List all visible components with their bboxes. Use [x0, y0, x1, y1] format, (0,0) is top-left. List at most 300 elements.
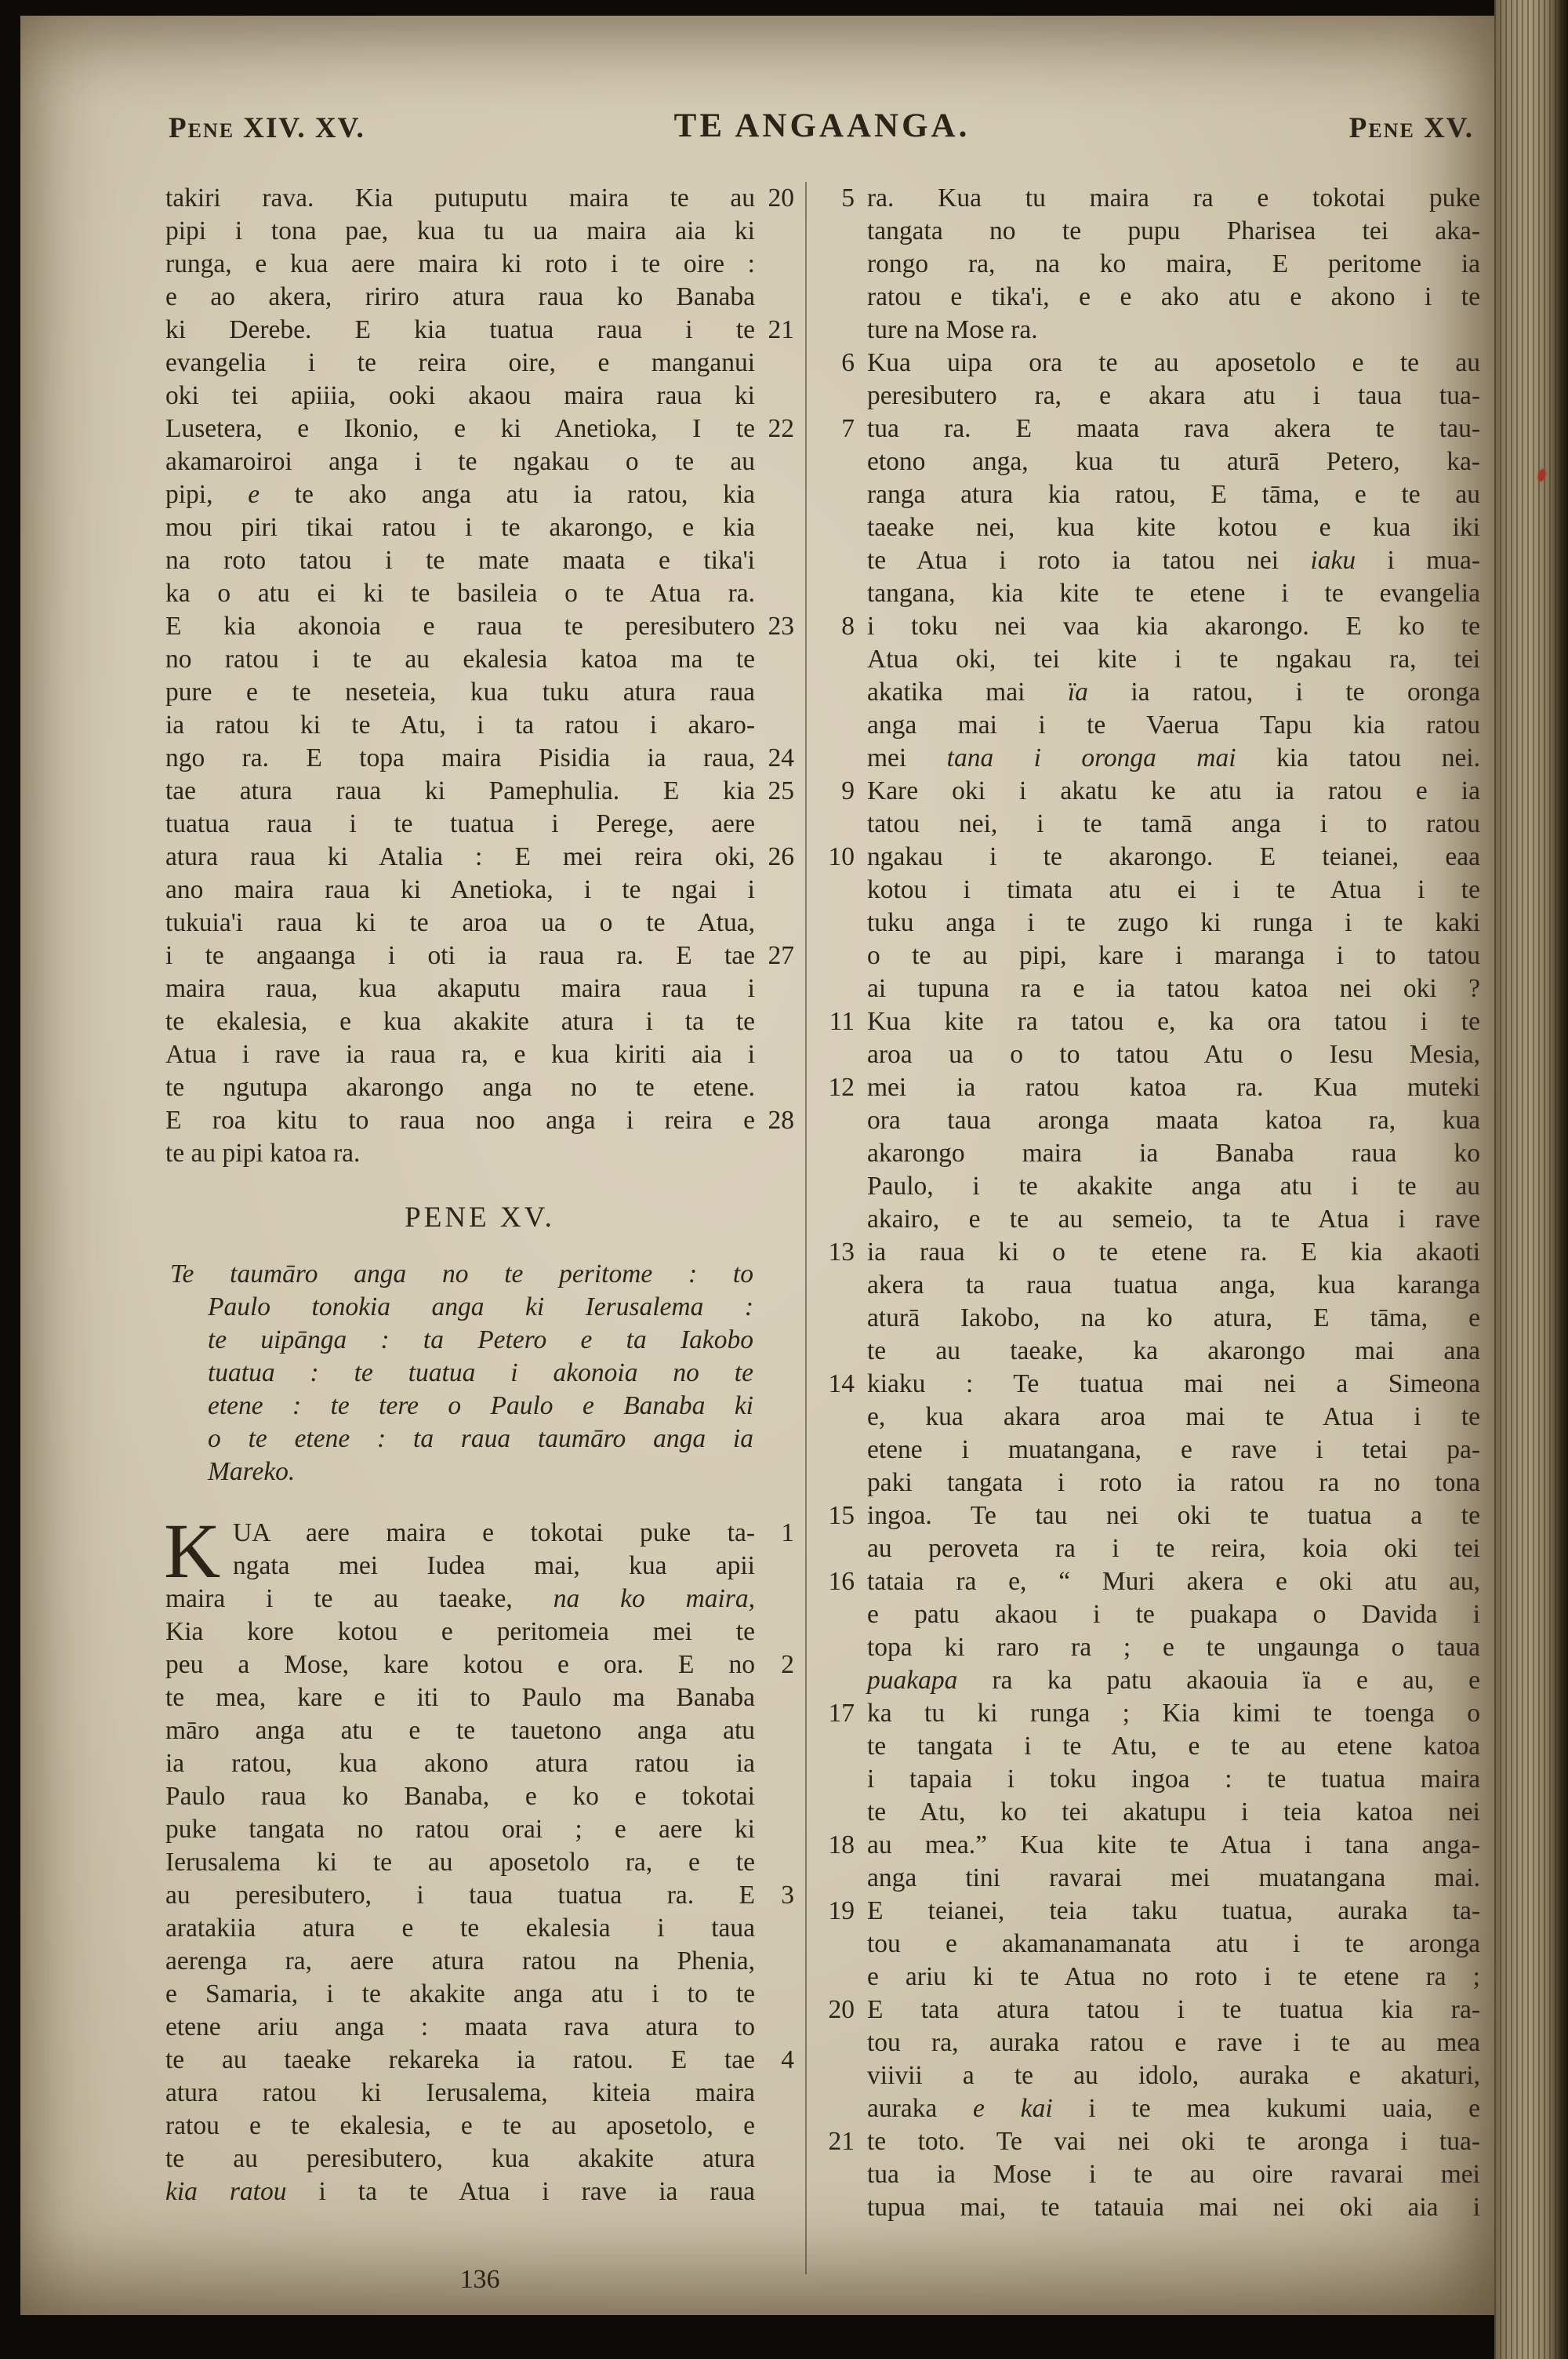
- text-line: [822, 1598, 1480, 1631]
- line-text: UA aere maira e tokotai puke ta-: [233, 1518, 755, 1547]
- summary-line: te uipānga : ta Petero e ta Iakobo: [208, 1325, 753, 1354]
- line-text: au mea.” Kua kite te Atua i tana anga-: [867, 1830, 1480, 1859]
- verse-number: 4: [781, 2045, 794, 2074]
- verse-number: [755, 445, 794, 478]
- text-line: [822, 182, 1480, 215]
- verse-number: [755, 907, 794, 940]
- line-text: puke tangata no ratou orai ; e aere ki: [165, 1815, 755, 1844]
- text-line: [822, 874, 1480, 907]
- line-text: ngo ra. E topa maira Pisidia ia raua,: [165, 743, 755, 772]
- text-line: [165, 1945, 794, 1978]
- verse-number: [755, 1780, 794, 1813]
- text-line: [822, 314, 1480, 347]
- line-text: ngakau i te akarongo. E teianei, eaa: [867, 842, 1480, 871]
- line-text: ano maira raua ki Anetioka, i te ngai i: [165, 875, 755, 904]
- line-text: tangana, kia kite te etene i te evangelia: [867, 579, 1480, 608]
- line-text: te mea, kare e iti to Paulo ma Banaba: [165, 1683, 755, 1712]
- verse-number: [822, 1631, 867, 1664]
- line-text: akatika mai ïa ia ratou, i te oronga: [867, 678, 1480, 707]
- line-text: maira raua, kua akaputu maira raua i: [165, 974, 755, 1003]
- line-text: Paulo, i te akakite anga atu i te au: [867, 1172, 1480, 1201]
- verse-number: 14: [828, 1369, 855, 1398]
- text-line: [822, 742, 1480, 775]
- text-line: [165, 1104, 794, 1137]
- text-line: [165, 2044, 794, 2077]
- text-line: [165, 2143, 794, 2175]
- verse-number: [822, 1961, 867, 1994]
- line-text: auraka e kai i te mea kukumi uaia, e: [867, 2094, 1480, 2123]
- verse-number: [822, 972, 867, 1005]
- verse-number: [755, 2110, 794, 2143]
- text-line: [822, 347, 1480, 380]
- verse-number: 3: [781, 1881, 794, 1910]
- book-page: [20, 16, 1497, 2315]
- text-column-right: [822, 182, 1480, 2224]
- line-text: te ngutupa akarongo anga no te etene.: [165, 1073, 755, 1102]
- line-text: e ao akera, ririro atura raua ko Banaba: [165, 282, 755, 311]
- text-line: [165, 940, 794, 972]
- line-text: tua ia Mose i te au oire ravarai mei: [867, 2160, 1480, 2189]
- line-text: tou ra, auraka ratou e rave i te au mea: [867, 2028, 1480, 2057]
- line-text: tua ra. E maata rava akera te tau-: [867, 414, 1480, 443]
- line-text: ia raua ki o te etene ra. E kia akaoti: [867, 1238, 1480, 1267]
- text-line: [165, 808, 794, 841]
- verse-number: [755, 972, 794, 1005]
- text-line: [165, 314, 794, 347]
- text-line: [165, 1846, 794, 1879]
- verse-number: [755, 2175, 794, 2208]
- verse-number: [822, 1137, 867, 1170]
- text-line: [165, 1616, 794, 1648]
- verse-number: [822, 511, 867, 544]
- text-line: [822, 1532, 1480, 1565]
- line-text: E roa kitu to raua noo anga i reira e: [165, 1106, 755, 1135]
- text-line: [165, 742, 794, 775]
- line-text: etene i muatangana, e rave i tetai pa-: [867, 1435, 1480, 1464]
- text-line: [822, 1499, 1480, 1532]
- text-line: [165, 972, 794, 1005]
- line-text: ka tu ki runga ; Kia kimi te toenga o: [867, 1699, 1480, 1728]
- text-line: [822, 1401, 1480, 1434]
- chapter-summary: [170, 1258, 794, 1488]
- line-text: te Atu, ko tei akatupu i teia katoa nei: [867, 1797, 1480, 1826]
- verse-number: [755, 380, 794, 413]
- text-line: [165, 1747, 794, 1780]
- line-text: ingoa. Te tau nei oki te tuatua a te: [867, 1501, 1480, 1530]
- verse-number: 9: [841, 776, 855, 805]
- text-line: [822, 1664, 1480, 1697]
- verse-number: [755, 874, 794, 907]
- line-text: e ariu ki te Atua no roto i te etene ra ;: [867, 1962, 1480, 1991]
- line-text: Kua kite ra tatou e, ka ora tatou i te: [867, 1007, 1480, 1036]
- text-line: [822, 1434, 1480, 1467]
- text-line: [165, 1583, 794, 1616]
- verse-number: [755, 1550, 794, 1583]
- verse-number: [755, 511, 794, 544]
- verse-number: [755, 2143, 794, 2175]
- verse-number: [755, 544, 794, 577]
- line-text: ngata mei Iudea mai, kua apii: [233, 1551, 755, 1580]
- verse-number: [822, 1763, 867, 1796]
- text-line: [822, 1565, 1480, 1598]
- text-line: [822, 1631, 1480, 1664]
- text-line: [165, 1648, 794, 1681]
- text-line: [822, 907, 1480, 940]
- text-line: [822, 1104, 1480, 1137]
- line-text: i toku nei vaa kia akarongo. E ko te: [867, 612, 1480, 641]
- text-line: [165, 1714, 794, 1747]
- line-text: ai tupuna ra e ia tatou katoa nei oki ?: [867, 974, 1480, 1003]
- text-line: [822, 1697, 1480, 1730]
- text-line: [822, 2158, 1480, 2191]
- line-text: e patu akaou i te puakapa o Davida i: [867, 1600, 1480, 1629]
- verse-number: [822, 1203, 867, 1236]
- text-line: [822, 610, 1480, 643]
- line-text: ki Derebe. E kia tuatua raua i te: [165, 315, 755, 344]
- text-line: [822, 808, 1480, 841]
- verse-number: [822, 577, 867, 610]
- verse-number: 24: [768, 743, 794, 772]
- text-line: [822, 1071, 1480, 1104]
- verse-number: [755, 676, 794, 709]
- verse-number: [755, 1681, 794, 1714]
- verse-number: [755, 215, 794, 248]
- text-line: [822, 413, 1480, 445]
- text-line: [165, 413, 794, 445]
- line-text: aerenga ra, aere atura ratou na Phenia,: [165, 1946, 755, 1976]
- text-line: [822, 1763, 1480, 1796]
- text-line: [165, 2175, 794, 2208]
- line-text: pipi, e te ako anga atu ia ratou, kia: [165, 480, 755, 509]
- line-text: etene ariu anga : maata rava atura to: [165, 2012, 755, 2041]
- verse-number: 13: [828, 1238, 855, 1267]
- verse-number: 19: [828, 1896, 855, 1925]
- text-line: [822, 676, 1480, 709]
- text-line: [822, 1467, 1480, 1499]
- line-text: tae atura raua ki Pamephulia. E kia: [165, 776, 755, 805]
- line-text: peu a Mose, kare kotou e ora. E no: [165, 1650, 755, 1679]
- text-line: [822, 1862, 1480, 1895]
- text-line: [165, 1005, 794, 1038]
- text-line: [822, 577, 1480, 610]
- line-text: mei ia ratou katoa ra. Kua muteki: [867, 1073, 1480, 1102]
- verse-number: [822, 281, 867, 314]
- line-text: mei tana i oronga mai kia tatou nei.: [867, 743, 1480, 772]
- verse-number: 7: [841, 414, 855, 443]
- line-text: au peroveta ra i te reira, koia oki tei: [867, 1534, 1480, 1563]
- verse-number: [822, 1170, 867, 1203]
- verse-number: [755, 1616, 794, 1648]
- text-line: [165, 1681, 794, 1714]
- verse-number: [822, 1598, 867, 1631]
- verse-number: [822, 1730, 867, 1763]
- text-line: [165, 1879, 794, 1912]
- verse-number: [755, 1038, 794, 1071]
- text-line: [822, 1038, 1480, 1071]
- line-text: akera ta raua tuatua anga, kua karanga: [867, 1270, 1480, 1299]
- text-line: [822, 1796, 1480, 1829]
- text-line: [165, 676, 794, 709]
- verse-number: [755, 478, 794, 511]
- text-line: [822, 2092, 1480, 2125]
- text-line: [822, 281, 1480, 314]
- verse-number: 11: [829, 1007, 855, 1036]
- text-line: [165, 347, 794, 380]
- verse-number: [755, 577, 794, 610]
- verse-number: 21: [828, 2127, 855, 2156]
- verse-number: [755, 709, 794, 742]
- line-text: akamaroiroi anga i te ngakau o te au: [165, 447, 755, 476]
- line-text: tataia ra e, “ Muri akera e oki atu au,: [867, 1567, 1480, 1596]
- line-text: tou e akamanamanata atu i te aronga: [867, 1929, 1480, 1958]
- verse-number: [755, 643, 794, 676]
- line-text: taeake nei, kua kite kotou e kua iki: [867, 513, 1480, 542]
- verse-number: [755, 1583, 794, 1616]
- verse-number: [822, 1796, 867, 1829]
- verse-number: 25: [768, 776, 794, 805]
- line-text: pipi i tona pae, kua tu ua maira aia ki: [165, 216, 755, 245]
- verse-number: 27: [768, 941, 794, 970]
- line-text: aratakiia atura e te ekalesia i taua: [165, 1914, 755, 1943]
- line-text: aroa ua o to tatou Atu o Iesu Mesia,: [867, 1040, 1480, 1069]
- text-line: [165, 841, 794, 874]
- text-line: [165, 577, 794, 610]
- verse-number: [822, 1664, 867, 1697]
- line-text: viivii a te au idolo, auraka e akaturi,: [867, 2061, 1480, 2090]
- line-text: Ierusalema ki te au aposetolo ra, e te: [165, 1848, 755, 1877]
- text-line: [165, 1137, 794, 1170]
- summary-line: tuatua : te tuatua i akonoia no te: [208, 1358, 753, 1387]
- text-line: [822, 1236, 1480, 1269]
- line-text: tupua mai, te tatauia mai nei oki aia i: [867, 2193, 1480, 2222]
- text-line: [822, 2191, 1480, 2224]
- line-text: ora taua aronga maata katoa ra, kua: [867, 1106, 1480, 1135]
- line-text: E teianei, teia taku tuatua, auraka ta-: [867, 1896, 1480, 1925]
- text-line: [165, 2011, 794, 2044]
- verse-number: 16: [828, 1567, 855, 1596]
- line-text: ia ratou ki te Atu, i ta ratou i akaro-: [165, 711, 755, 740]
- line-text: paki tangata i roto ia ratou ra no tona: [867, 1468, 1480, 1497]
- dropcap-letter: K: [164, 1507, 221, 1594]
- text-line: [165, 1517, 794, 1550]
- line-text: Atua i rave ia raua ra, e kua kiriti aia i: [165, 1040, 755, 1069]
- line-text: Lusetera, e Ikonio, e ki Anetioka, I te: [165, 414, 755, 443]
- verse-number: [822, 1038, 867, 1071]
- verse-number: [822, 544, 867, 577]
- verse-number: [822, 742, 867, 775]
- text-line: [165, 1813, 794, 1846]
- verse-number: [822, 314, 867, 347]
- line-text: akarongo maira ia Banaba raua ko: [867, 1139, 1480, 1168]
- verse-number: [755, 1912, 794, 1945]
- book-page-edges: [1494, 0, 1568, 2359]
- summary-line: Paulo tonokia anga ki Ierusalema :: [208, 1292, 753, 1321]
- text-line: [165, 1550, 794, 1583]
- line-text: anga tini ravarai mei muatangana mai.: [867, 1863, 1480, 1892]
- text-line: [165, 775, 794, 808]
- line-text: ratou e tika'i, e e ako atu e akono i te: [867, 282, 1480, 311]
- page-number: 136: [459, 2265, 500, 2294]
- line-text: oki tei apiiia, ooki akaou maira raua ki: [165, 381, 755, 410]
- line-text: maira i te au taeake, na ko maira,: [165, 1584, 756, 1613]
- verse-number: 21: [768, 315, 794, 344]
- verse-number: [755, 1071, 794, 1104]
- verse-number: [822, 380, 867, 413]
- verse-number: [822, 2158, 867, 2191]
- line-text: rongo ra, na ko maira, E peritome ia: [867, 249, 1480, 278]
- line-text: tukuia'i raua ki te aroa ua o te Atua,: [165, 908, 755, 937]
- line-text: te ekalesia, e kua akakite atura i ta te: [165, 1007, 755, 1036]
- text-line: [822, 940, 1480, 972]
- text-line: [822, 1928, 1480, 1961]
- text-line: [822, 1994, 1480, 2026]
- text-line: [822, 544, 1480, 577]
- text-line: [165, 1978, 794, 2011]
- line-text: runga, e kua aere maira ki roto i te oire :: [165, 249, 755, 278]
- line-text: i tapaia i toku ingoa : te tuatua maira: [867, 1765, 1480, 1794]
- text-line: [165, 544, 794, 577]
- text-line: [822, 709, 1480, 742]
- verse-number: [755, 347, 794, 380]
- verse-number: [755, 1747, 794, 1780]
- text-line: [822, 2026, 1480, 2059]
- text-line: [822, 1368, 1480, 1401]
- line-text: kia ratou i ta te Atua i rave ia raua: [165, 2177, 755, 2206]
- text-line: [165, 248, 794, 281]
- text-line: [822, 972, 1480, 1005]
- line-text: takiri rava. Kia putuputu maira te au: [165, 184, 755, 213]
- text-line: [822, 380, 1480, 413]
- verse-number: [755, 1945, 794, 1978]
- text-line: [165, 907, 794, 940]
- verse-number: [822, 2092, 867, 2125]
- text-line: [822, 1730, 1480, 1763]
- verse-number: [755, 1813, 794, 1846]
- line-text: na roto tatou i te mate maata e tika'i: [165, 546, 755, 575]
- text-line: [822, 248, 1480, 281]
- text-line: [165, 380, 794, 413]
- verse-number: [822, 1862, 867, 1895]
- column-divider: [805, 182, 807, 2274]
- verse-number: 10: [828, 842, 855, 871]
- line-text: ka o atu ei ki te basileia o te Atua ra.: [165, 579, 755, 608]
- verse-number: [822, 2059, 867, 2092]
- verse-number: 12: [828, 1073, 855, 1102]
- line-text: ia ratou, kua akono atura ratou ia: [165, 1749, 755, 1778]
- text-line: [822, 1137, 1480, 1170]
- text-line: [165, 215, 794, 248]
- line-text: tuatua raua i te tuatua i Perege, aere: [165, 809, 755, 838]
- line-text: akairo, e te au semeio, ta te Atua i rave: [867, 1205, 1480, 1234]
- line-text: tangata no te pupu Pharisea tei aka-: [867, 216, 1480, 245]
- line-text: E tata atura tatou i te tuatua kia ra-: [867, 1995, 1480, 2024]
- line-text: etono anga, kua tu aturā Petero, ka-: [867, 447, 1480, 476]
- line-text: i te angaanga i oti ia raua ra. E tae: [165, 941, 755, 970]
- line-text: ra. Kua tu maira ra e tokotai puke: [867, 184, 1480, 213]
- line-text: pure e te neseteia, kua tuku atura raua: [165, 678, 755, 707]
- verse-number: [822, 215, 867, 248]
- line-text: puakapa ra ka patu akaouia ïa e au, e: [867, 1666, 1480, 1695]
- text-line: [165, 610, 794, 643]
- verse-number: [755, 1846, 794, 1879]
- verse-number: [755, 281, 794, 314]
- line-text: au peresibutero, i taua tuatua ra. E: [165, 1881, 755, 1910]
- line-text: tuku anga i te zugo ki runga i te kaki: [867, 908, 1480, 937]
- running-header: [165, 107, 1479, 154]
- verse-number: 22: [768, 414, 794, 443]
- verse-number: [822, 709, 867, 742]
- line-text: te Atua i roto ia tatou nei iaku i mua-: [867, 546, 1480, 575]
- text-line: [822, 1005, 1480, 1038]
- verse-number: [822, 1928, 867, 1961]
- verse-number: [822, 1104, 867, 1137]
- text-line: [165, 182, 794, 215]
- text-line: [822, 1203, 1480, 1236]
- line-text: mou piri tikai ratou i te akarongo, e kia: [165, 513, 755, 542]
- line-text: aturā Iakobo, na ko atura, E tāma, e: [867, 1303, 1480, 1332]
- line-text: Kua uipa ora te au aposetolo e te au: [867, 348, 1480, 377]
- verse-number: [822, 1401, 867, 1434]
- verse-number: [755, 1137, 794, 1170]
- text-line: [822, 643, 1480, 676]
- line-text: Atua oki, tei kite i te ngakau ra, tei: [867, 645, 1480, 674]
- text-line: [165, 2077, 794, 2110]
- text-line: [822, 1269, 1480, 1302]
- verse-number: [822, 1302, 867, 1335]
- text-line: [165, 281, 794, 314]
- text-line: [822, 215, 1480, 248]
- line-text: te au peresibutero, kua akakite atura: [165, 2144, 755, 2173]
- text-line: [822, 478, 1480, 511]
- line-text: anga mai i te Vaerua Tapu kia ratou: [867, 711, 1480, 740]
- verse-number: [755, 1978, 794, 2011]
- line-text: evangelia i te reira oire, e manganui: [165, 348, 755, 377]
- text-line: [165, 709, 794, 742]
- verse-number: 15: [828, 1501, 855, 1530]
- summary-line: Te taumāro anga no te peritome : to: [170, 1259, 753, 1289]
- line-text: Paulo raua ko Banaba, e ko e tokotai: [165, 1782, 755, 1811]
- verse-number: [822, 907, 867, 940]
- text-line: [822, 1170, 1480, 1203]
- text-line: [822, 1335, 1480, 1368]
- summary-line: etene : te tere o Paulo e Banaba ki: [208, 1391, 753, 1420]
- text-line: [822, 1829, 1480, 1862]
- text-line: [822, 2125, 1480, 2158]
- verse-number: 23: [768, 612, 794, 641]
- verse-number: [822, 2191, 867, 2224]
- text-line: [165, 511, 794, 544]
- verse-number: [822, 1335, 867, 1368]
- verse-number: [755, 248, 794, 281]
- verse-number: [755, 2011, 794, 2044]
- line-text: E kia akonoia e raua te peresibutero: [165, 612, 755, 641]
- verse-number: 20: [768, 184, 794, 213]
- verse-number: [755, 1714, 794, 1747]
- text-line: [165, 478, 794, 511]
- summary-line: Mareko.: [208, 1457, 296, 1486]
- line-text: māro anga atu e te tauetono anga atu: [165, 1716, 755, 1745]
- verse-block: [164, 1507, 794, 2208]
- line-text: ratou e te ekalesia, e te au aposetolo, e: [165, 2111, 755, 2140]
- verse-number: [822, 1269, 867, 1302]
- verse-number: [822, 940, 867, 972]
- line-text: no ratou i te au ekalesia katoa ma te: [165, 645, 755, 674]
- text-line: [822, 2059, 1480, 2092]
- verse-number: [822, 248, 867, 281]
- verse-number: 18: [828, 1830, 855, 1859]
- line-text: atura ratou ki Ierusalema, kiteia maira: [165, 2078, 755, 2107]
- text-line: [822, 1895, 1480, 1928]
